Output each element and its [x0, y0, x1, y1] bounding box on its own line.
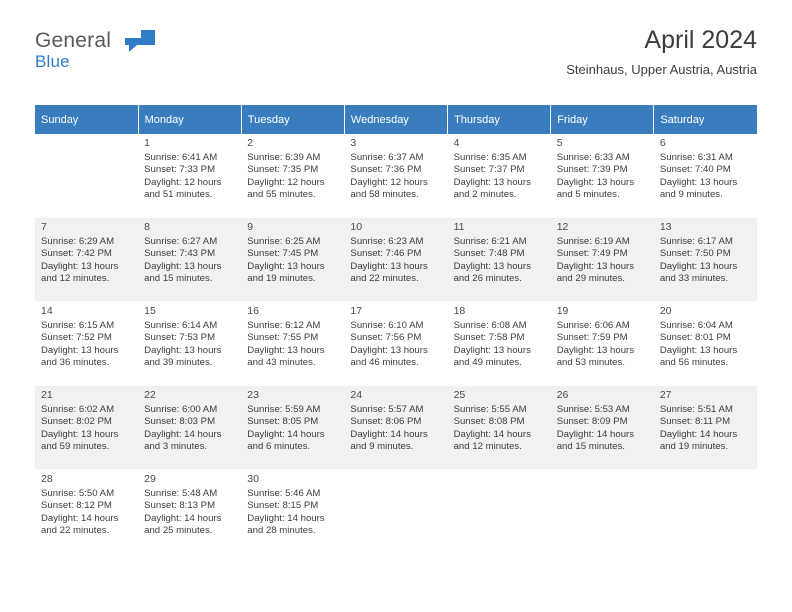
calendar-day-cell[interactable]: [344, 386, 447, 470]
sunrise-text: Sunrise: 5:51 AM: [659, 403, 733, 415]
sunrise-sunset-calendar: [35, 105, 757, 554]
sunrise-text: Sunrise: 5:53 AM: [556, 403, 630, 415]
daylight-text-line2: and 9 minutes.: [350, 441, 414, 453]
day-number: 5: [556, 137, 563, 149]
sunrise-text: Sunrise: 6:27 AM: [144, 235, 218, 247]
calendar-day-cell[interactable]: [448, 218, 551, 302]
daylight-text-line1: Daylight: 14 hours: [556, 428, 635, 440]
daylight-text-line2: and 22 minutes.: [350, 273, 419, 285]
calendar-day-cell[interactable]: [138, 302, 241, 386]
daylight-text-line1: Daylight: 13 hours: [453, 344, 531, 356]
day-number: 22: [144, 389, 156, 401]
page-title: April 2024: [644, 26, 757, 54]
location-subtitle: Steinhaus, Upper Austria, Austria: [566, 62, 757, 77]
daylight-text-line1: Daylight: 13 hours: [144, 344, 222, 356]
sunrise-text: Sunrise: 6:31 AM: [659, 151, 733, 163]
weekday-header-monday: Monday: [138, 105, 241, 134]
sunrise-text: Sunrise: 6:06 AM: [556, 319, 630, 331]
calendar-week-row: [35, 134, 757, 218]
daylight-text-line1: Daylight: 13 hours: [659, 344, 738, 356]
day-number: 20: [659, 305, 672, 317]
day-number: 18: [453, 305, 466, 317]
daylight-text-line2: and 3 minutes.: [144, 441, 208, 453]
daylight-text-line2: and 59 minutes.: [41, 441, 110, 453]
day-number: 11: [453, 221, 465, 233]
daylight-text-line1: Daylight: 13 hours: [350, 344, 428, 356]
daylight-text-line2: and 6 minutes.: [247, 441, 311, 453]
day-number: 13: [659, 221, 672, 233]
daylight-text-line2: and 22 minutes.: [41, 525, 110, 537]
daylight-text-line2: and 58 minutes.: [350, 189, 419, 201]
sunrise-text: Sunrise: 5:50 AM: [41, 487, 115, 499]
weekday-header-row: [35, 105, 757, 134]
daylight-text-line1: Daylight: 14 hours: [144, 428, 222, 440]
day-number: 12: [556, 221, 569, 233]
sunrise-text: Sunrise: 6:25 AM: [247, 235, 321, 247]
daylight-text-line1: Daylight: 14 hours: [659, 428, 738, 440]
daylight-text-line2: and 19 minutes.: [247, 273, 316, 285]
weekday-header-wednesday: Wednesday: [344, 105, 447, 134]
calendar-day-cell[interactable]: [35, 470, 138, 554]
sunset-text: Sunset: 8:15 PM: [247, 500, 319, 512]
daylight-text-line1: Daylight: 14 hours: [41, 512, 119, 524]
daylight-text-line1: Daylight: 13 hours: [556, 260, 635, 272]
sunrise-text: Sunrise: 6:15 AM: [41, 319, 115, 331]
day-number: 3: [350, 137, 357, 149]
sunset-text: Sunset: 7:46 PM: [350, 248, 422, 260]
sunrise-text: Sunrise: 6:00 AM: [144, 403, 218, 415]
daylight-text-line2: and 46 minutes.: [350, 357, 419, 369]
daylight-text-line1: Daylight: 12 hours: [247, 176, 325, 188]
daylight-text-line1: Daylight: 13 hours: [41, 260, 119, 272]
day-number: 29: [144, 473, 156, 485]
daylight-text-line2: and 2 minutes.: [453, 189, 517, 201]
calendar-day-cell[interactable]: [241, 134, 344, 218]
calendar-day-cell[interactable]: [241, 218, 344, 302]
sunset-text: Sunset: 8:11 PM: [659, 416, 731, 428]
daylight-text-line2: and 19 minutes.: [659, 441, 729, 453]
calendar-day-cell[interactable]: [654, 134, 757, 218]
sunrise-text: Sunrise: 6:04 AM: [659, 319, 733, 331]
flag-icon: [123, 28, 157, 54]
calendar-day-cell[interactable]: [344, 134, 447, 218]
daylight-text-line1: Daylight: 13 hours: [247, 260, 325, 272]
sunrise-text: Sunrise: 6:02 AM: [41, 403, 115, 415]
sunrise-text: Sunrise: 6:12 AM: [247, 319, 321, 331]
sunset-text: Sunset: 7:43 PM: [144, 248, 216, 260]
sunset-text: Sunset: 7:56 PM: [350, 332, 422, 344]
daylight-text-line2: and 26 minutes.: [453, 273, 522, 285]
calendar-week-row: [35, 470, 757, 554]
day-number: 25: [453, 389, 466, 401]
weekday-header-saturday: Saturday: [654, 105, 757, 134]
sunrise-text: Sunrise: 6:08 AM: [453, 319, 527, 331]
sunrise-text: Sunrise: 5:57 AM: [350, 403, 424, 415]
calendar-day-cell[interactable]: [35, 218, 138, 302]
day-number: 6: [659, 137, 666, 149]
logo[interactable]: [35, 30, 111, 70]
day-number: 7: [41, 221, 47, 233]
calendar-week-row: [35, 302, 757, 386]
daylight-text-line1: Daylight: 13 hours: [350, 260, 428, 272]
calendar-day-cell[interactable]: [551, 218, 654, 302]
daylight-text-line1: Daylight: 14 hours: [247, 428, 325, 440]
sunset-text: Sunset: 7:45 PM: [247, 248, 319, 260]
daylight-text-line2: and 36 minutes.: [41, 357, 110, 369]
daylight-text-line1: Daylight: 13 hours: [453, 260, 531, 272]
sunrise-text: Sunrise: 6:23 AM: [350, 235, 424, 247]
day-number: 28: [41, 473, 53, 485]
daylight-text-line1: Daylight: 13 hours: [453, 176, 531, 188]
calendar-day-cell[interactable]: [35, 386, 138, 470]
calendar-day-cell[interactable]: [241, 302, 344, 386]
sunset-text: Sunset: 8:02 PM: [41, 416, 112, 428]
daylight-text-line2: and 55 minutes.: [247, 189, 316, 201]
sunset-text: Sunset: 7:50 PM: [659, 248, 731, 260]
daylight-text-line1: Daylight: 12 hours: [350, 176, 428, 188]
logo-blue-text: Blue: [35, 52, 70, 71]
calendar-day-cell[interactable]: [551, 302, 654, 386]
calendar-day-cell[interactable]: [448, 302, 551, 386]
daylight-text-line2: and 15 minutes.: [556, 441, 625, 453]
sunrise-text: Sunrise: 6:29 AM: [41, 235, 115, 247]
daylight-text-line2: and 39 minutes.: [144, 357, 213, 369]
day-number: 26: [556, 389, 569, 401]
sunset-text: Sunset: 8:01 PM: [659, 332, 731, 344]
daylight-text-line1: Daylight: 13 hours: [556, 176, 635, 188]
sunrise-text: Sunrise: 6:33 AM: [556, 151, 630, 163]
sunrise-text: Sunrise: 6:10 AM: [350, 319, 424, 331]
day-number: 8: [144, 221, 150, 233]
weekday-header-tuesday: Tuesday: [241, 105, 344, 134]
daylight-text-line1: Daylight: 14 hours: [350, 428, 428, 440]
calendar-day-cell[interactable]: [241, 470, 344, 554]
sunset-text: Sunset: 7:42 PM: [41, 248, 112, 260]
calendar-day-cell[interactable]: [654, 218, 757, 302]
daylight-text-line1: Daylight: 13 hours: [41, 344, 119, 356]
daylight-text-line1: Daylight: 12 hours: [144, 176, 222, 188]
daylight-text-line2: and 43 minutes.: [247, 357, 316, 369]
sunset-text: Sunset: 8:06 PM: [350, 416, 422, 428]
daylight-text-line2: and 29 minutes.: [556, 273, 625, 285]
daylight-text-line2: and 53 minutes.: [556, 357, 625, 369]
daylight-text-line2: and 5 minutes.: [556, 189, 620, 201]
calendar-day-cell-empty: [35, 134, 138, 218]
day-number: 19: [556, 305, 569, 317]
calendar-week-row: [35, 218, 757, 302]
sunrise-text: Sunrise: 6:19 AM: [556, 235, 630, 247]
logo-general-text: General: [35, 29, 112, 52]
sunrise-text: Sunrise: 6:17 AM: [659, 235, 733, 247]
sunrise-text: Sunrise: 6:14 AM: [144, 319, 218, 331]
daylight-text-line1: Daylight: 14 hours: [453, 428, 531, 440]
day-number: 1: [144, 137, 150, 149]
calendar-day-cell-empty: [344, 470, 447, 554]
page-header: [35, 0, 757, 77]
sunrise-text: Sunrise: 6:35 AM: [453, 151, 527, 163]
day-number: 24: [350, 389, 363, 401]
calendar-day-cell[interactable]: [138, 386, 241, 470]
sunset-text: Sunset: 7:52 PM: [41, 332, 112, 344]
daylight-text-line2: and 12 minutes.: [41, 273, 110, 285]
day-number: 27: [659, 389, 672, 401]
calendar-week-row: [35, 386, 757, 470]
sunrise-text: Sunrise: 5:48 AM: [144, 487, 218, 499]
calendar-day-cell[interactable]: [138, 218, 241, 302]
daylight-text-line1: Daylight: 13 hours: [556, 344, 635, 356]
calendar-day-cell[interactable]: [551, 386, 654, 470]
daylight-text-line1: Daylight: 13 hours: [41, 428, 119, 440]
calendar-day-cell[interactable]: [448, 386, 551, 470]
sunset-text: Sunset: 8:13 PM: [144, 500, 216, 512]
sunset-text: Sunset: 8:12 PM: [41, 500, 112, 512]
daylight-text-line1: Daylight: 13 hours: [659, 176, 738, 188]
calendar-day-cell-empty: [448, 470, 551, 554]
calendar-day-cell-empty: [654, 470, 757, 554]
calendar-day-cell[interactable]: [654, 302, 757, 386]
sunset-text: Sunset: 8:08 PM: [453, 416, 525, 428]
sunset-text: Sunset: 8:09 PM: [556, 416, 628, 428]
day-number: 9: [247, 221, 254, 233]
calendar-day-cell[interactable]: [344, 302, 447, 386]
daylight-text-line2: and 9 minutes.: [659, 189, 723, 201]
sunset-text: Sunset: 7:53 PM: [144, 332, 216, 344]
daylight-text-line2: and 28 minutes.: [247, 525, 316, 537]
day-number: 2: [247, 137, 254, 149]
daylight-text-line1: Daylight: 13 hours: [144, 260, 222, 272]
calendar-day-cell[interactable]: [551, 134, 654, 218]
calendar-day-cell[interactable]: [35, 302, 138, 386]
daylight-text-line2: and 51 minutes.: [144, 189, 213, 201]
calendar-day-cell[interactable]: [138, 134, 241, 218]
daylight-text-line1: Daylight: 14 hours: [247, 512, 325, 524]
sunrise-text: Sunrise: 5:55 AM: [453, 403, 527, 415]
day-number: 23: [247, 389, 259, 401]
sunset-text: Sunset: 8:05 PM: [247, 416, 319, 428]
calendar-day-cell[interactable]: [344, 218, 447, 302]
day-number: 4: [453, 137, 460, 149]
daylight-text-line2: and 12 minutes.: [453, 441, 522, 453]
sunrise-text: Sunrise: 5:46 AM: [247, 487, 321, 499]
daylight-text-line1: Daylight: 13 hours: [659, 260, 738, 272]
daylight-text-line1: Daylight: 13 hours: [247, 344, 325, 356]
day-number: 14: [41, 305, 53, 317]
weekday-header-thursday: Thursday: [448, 105, 551, 134]
sunset-text: Sunset: 7:48 PM: [453, 248, 525, 260]
sunset-text: Sunset: 7:55 PM: [247, 332, 319, 344]
sunrise-text: Sunrise: 5:59 AM: [247, 403, 321, 415]
weekday-header-friday: Friday: [551, 105, 654, 134]
sunset-text: Sunset: 7:59 PM: [556, 332, 628, 344]
sunset-text: Sunset: 7:58 PM: [453, 332, 525, 344]
day-number: 15: [144, 305, 156, 317]
daylight-text-line2: and 33 minutes.: [659, 273, 729, 285]
sunset-text: Sunset: 7:37 PM: [453, 164, 525, 176]
daylight-text-line2: and 25 minutes.: [144, 525, 213, 537]
sunset-text: Sunset: 7:40 PM: [659, 164, 731, 176]
day-number: 16: [247, 305, 259, 317]
daylight-text-line2: and 49 minutes.: [453, 357, 522, 369]
day-number: 10: [350, 221, 363, 233]
sunset-text: Sunset: 7:35 PM: [247, 164, 319, 176]
calendar-day-cell[interactable]: [138, 470, 241, 554]
sunset-text: Sunset: 7:39 PM: [556, 164, 628, 176]
sunrise-text: Sunrise: 6:39 AM: [247, 151, 321, 163]
calendar-day-cell-empty: [551, 470, 654, 554]
sunset-text: Sunset: 7:33 PM: [144, 164, 216, 176]
sunset-text: Sunset: 8:03 PM: [144, 416, 216, 428]
sunset-text: Sunset: 7:49 PM: [556, 248, 628, 260]
daylight-text-line2: and 56 minutes.: [659, 357, 729, 369]
day-number: 17: [350, 305, 363, 317]
weekday-header-sunday: Sunday: [35, 105, 138, 134]
sunrise-text: Sunrise: 6:37 AM: [350, 151, 424, 163]
daylight-text-line1: Daylight: 14 hours: [144, 512, 222, 524]
calendar-day-cell[interactable]: [448, 134, 551, 218]
day-number: 21: [41, 389, 53, 401]
sunrise-text: Sunrise: 6:21 AM: [453, 235, 527, 247]
daylight-text-line2: and 15 minutes.: [144, 273, 213, 285]
day-number: 30: [247, 473, 259, 485]
sunrise-text: Sunrise: 6:41 AM: [144, 151, 218, 163]
sunset-text: Sunset: 7:36 PM: [350, 164, 422, 176]
calendar-day-cell[interactable]: [241, 386, 344, 470]
calendar-day-cell[interactable]: [654, 386, 757, 470]
